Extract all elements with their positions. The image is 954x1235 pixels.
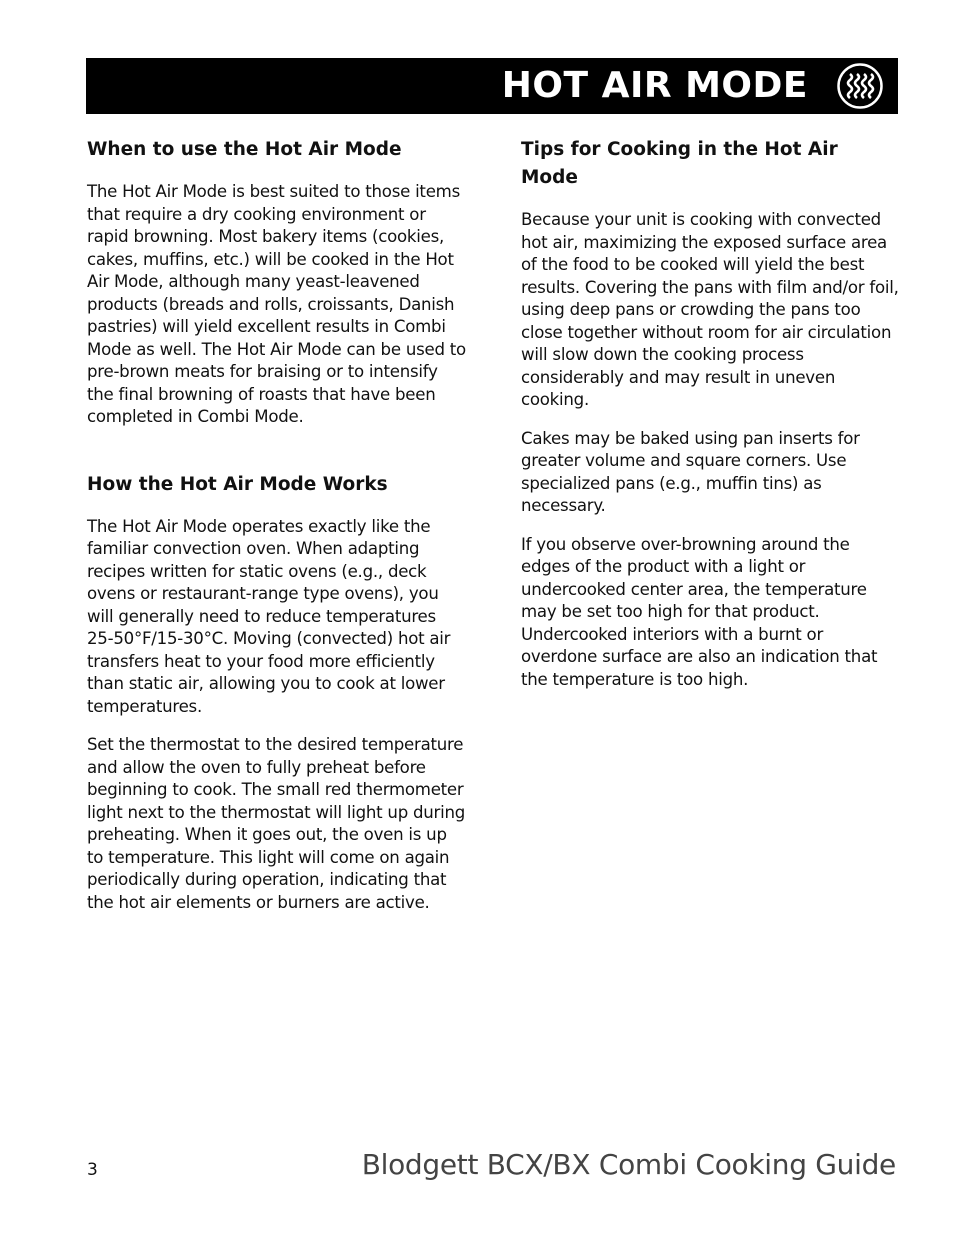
left-column	[87, 136, 467, 930]
section-heading-when-to-use: When to use the Hot Air Mode	[87, 139, 402, 160]
section-heading-tips: Tips for Cooking in the Hot Air Mode	[521, 139, 838, 188]
paragraph: The Hot Air Mode operates exactly like the familiar convection oven. When adapting recipes written for static ovens (e.g., deck ovens or restaurant-range type ovens), you will generally need to reduce temperatures 25-50°F/15-30°C. Moving (convected) hot air transfers heat to your food more efficiently than static air, allowing you to cook at lower temperatures.	[87, 516, 451, 716]
paragraph: Cakes may be baked using pan inserts for greater volume and square corners. Use specialized pans (e.g., muffin tins) as necessary.	[521, 428, 860, 515]
paragraph: If you observe over-browning around the edges of the product with a light or undercooked center area, the temperature may be set too high for that product. Undercooked interiors with a burnt or overdone surface are also an indication that the temperature is too high.	[521, 534, 878, 689]
hot-air-icon	[836, 62, 884, 110]
paragraph: Set the thermostat to the desired temperature and allow the oven to fully preheat before beginning to cook. The small red thermometer light next to the thermostat will light up during preheating. When it goes out, the oven is up to temperature. This light will come on again periodically during operation, indicating that the hot air elements or burners are active.	[87, 735, 466, 912]
paragraph: The Hot Air Mode is best suited to those items that require a dry cooking environment or rapid browning. Most bakery items (cookies, cakes, muffins, etc.) will be cooked in the Hot Air Mode, although many yeast-leavened products (breads and rolls, croissants, Danish pastries) will yield excellent results in Combi Mode as well. The Hot Air Mode can be used to pre-brown meats for braising or to intensify the final browning of roasts that have been completed in Combi Mode.	[87, 182, 466, 426]
page-number: 3	[87, 1160, 98, 1180]
right-column	[521, 136, 901, 707]
page-title: HOT AIR MODE	[501, 65, 808, 106]
section-banner	[86, 58, 898, 114]
paragraph: Because your unit is cooking with convected hot air, maximizing the exposed surface area of the food to be cooked will yield the best results. Covering the pans with film and/or foil, using deep pans or crowding the pans too close together without room for air circulation will slow down the cooking process considerably and may result in uneven cooking.	[521, 210, 899, 409]
section-heading-how-it-works: How the Hot Air Mode Works	[87, 473, 388, 495]
guide-title: Blodgett BCX/BX Combi Cooking Guide	[361, 1148, 896, 1181]
